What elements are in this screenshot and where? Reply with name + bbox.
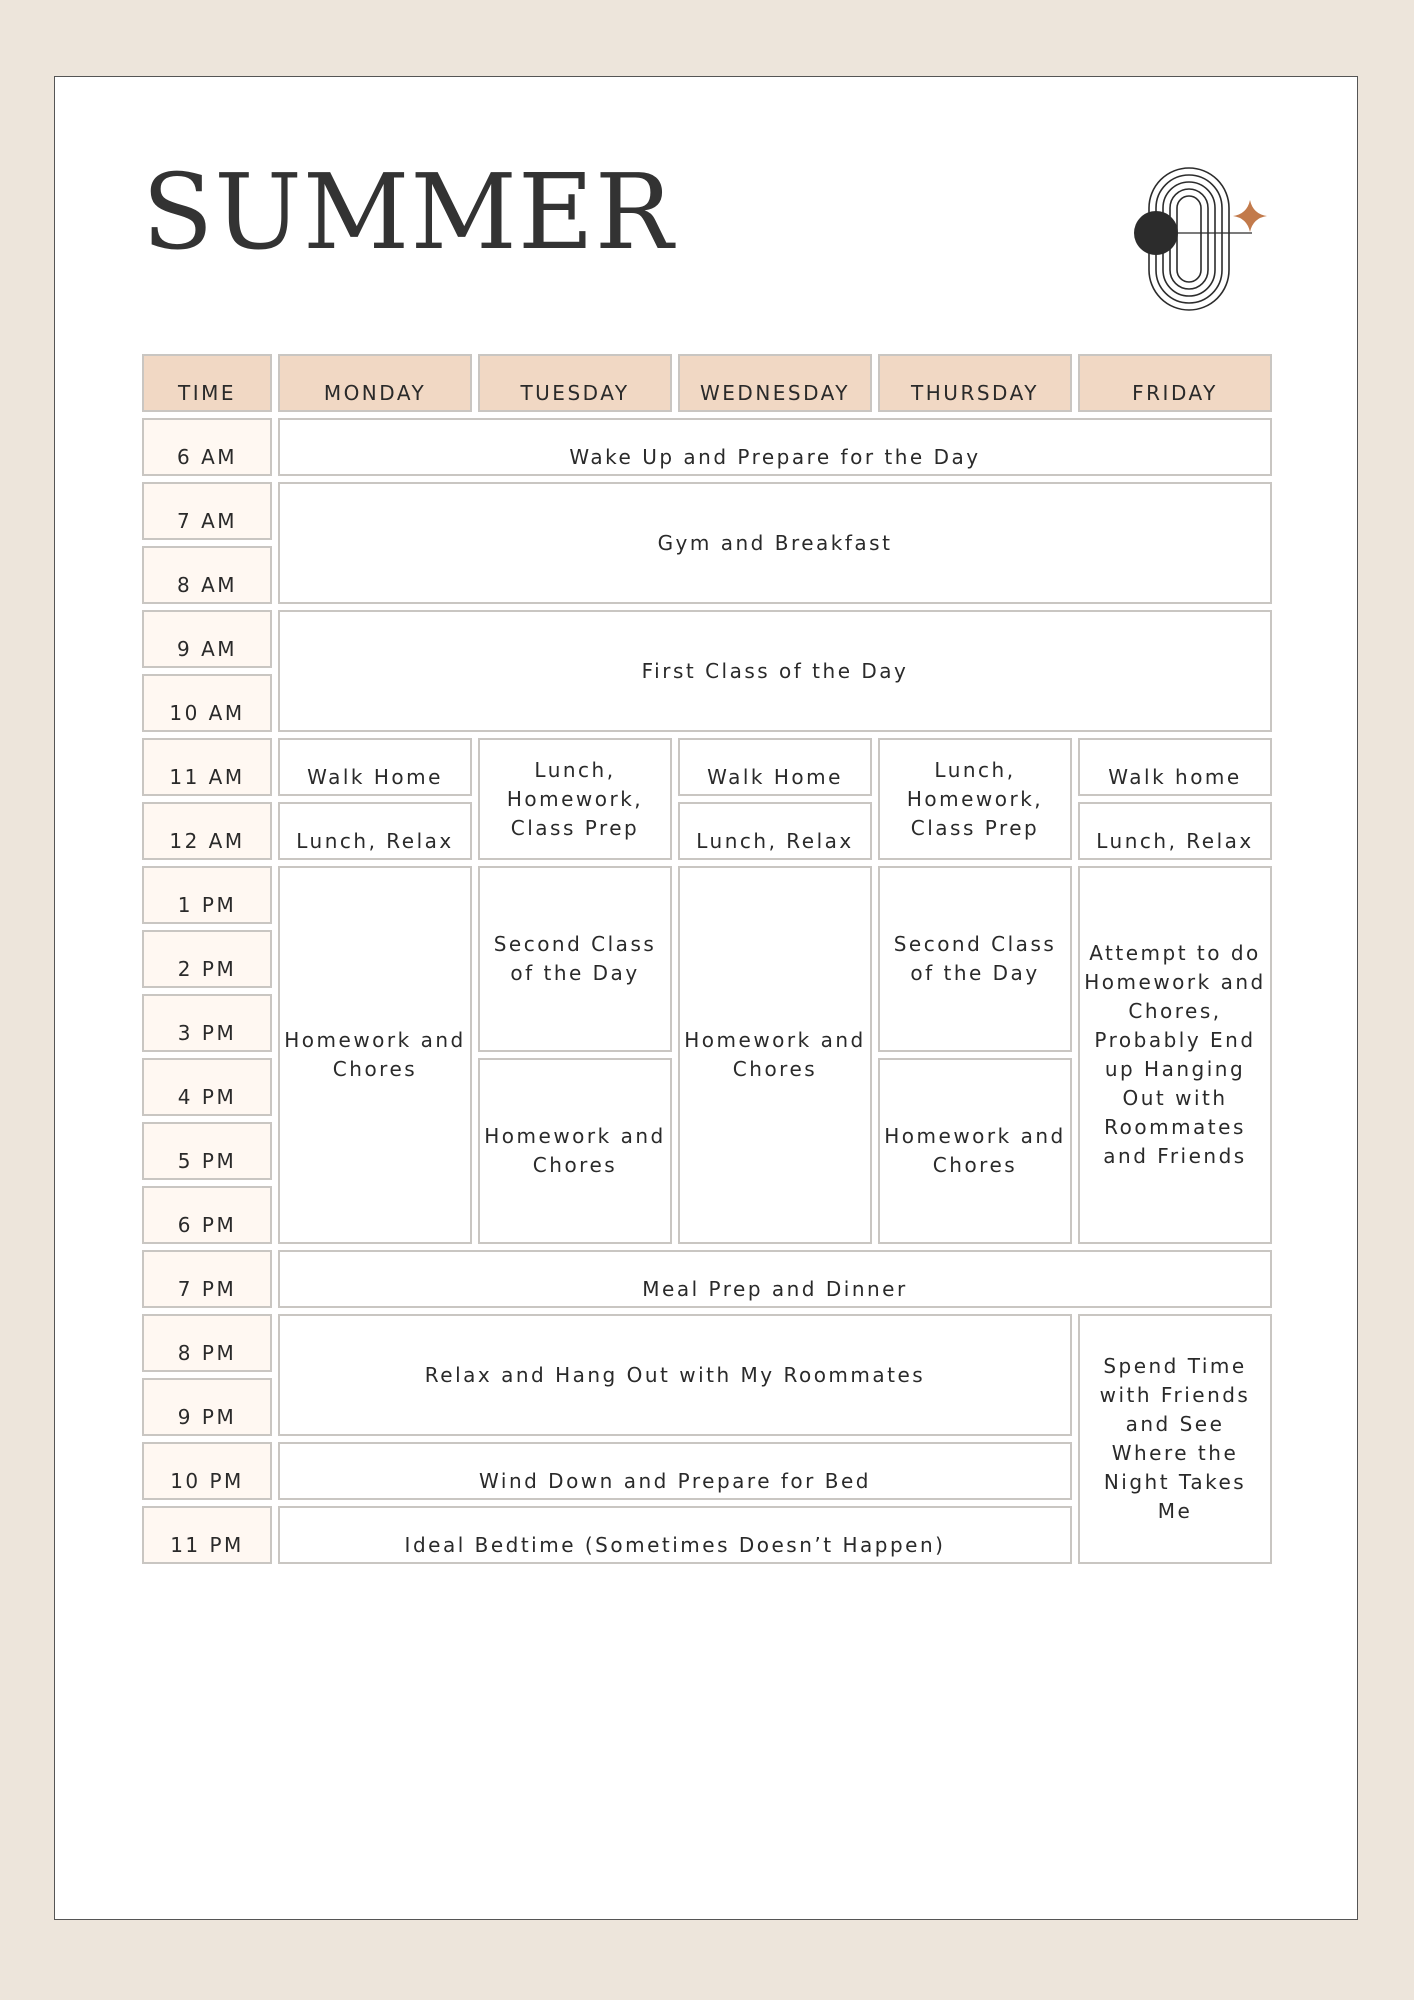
event-thursday-homework: Homework and Chores [878, 1058, 1072, 1244]
time-slot: 4 PM [142, 1058, 272, 1116]
event-wake-up: Wake Up and Prepare for the Day [278, 418, 1272, 476]
page-title: SUMMER [142, 151, 675, 273]
event-monday-homework: Homework and Chores [278, 866, 472, 1244]
header-thursday: THURSDAY [878, 354, 1072, 412]
time-slot: 9 PM [142, 1378, 272, 1436]
event-gym-breakfast: Gym and Breakfast [278, 482, 1272, 604]
time-slot: 6 PM [142, 1186, 272, 1244]
event-thursday-lunch-homework: Lunch, Homework, Class Prep [878, 738, 1072, 860]
event-bedtime: Ideal Bedtime (Sometimes Doesn’t Happen) [278, 1506, 1072, 1564]
header-tuesday: TUESDAY [478, 354, 672, 412]
event-relax-roommates: Relax and Hang Out with My Roommates [278, 1314, 1072, 1436]
event-wednesday-walk-home: Walk Home [678, 738, 872, 796]
time-slot: 2 PM [142, 930, 272, 988]
event-friday-night: Spend Time with Friends and See Where the Night Takes Me [1078, 1314, 1272, 1564]
time-slot: 6 AM [142, 418, 272, 476]
time-slot: 7 AM [142, 482, 272, 540]
time-slot: 11 PM [142, 1506, 272, 1564]
event-friday-lunch: Lunch, Relax [1078, 802, 1272, 860]
event-tuesday-homework: Homework and Chores [478, 1058, 672, 1244]
time-slot: 8 AM [142, 546, 272, 604]
event-monday-walk-home: Walk Home [278, 738, 472, 796]
time-slot: 3 PM [142, 994, 272, 1052]
arch-with-dot-and-star-icon [1130, 150, 1270, 324]
time-slot: 12 AM [142, 802, 272, 860]
time-slot: 8 PM [142, 1314, 272, 1372]
event-tuesday-second-class: Second Class of the Day [478, 866, 672, 1052]
time-slot: 7 PM [142, 1250, 272, 1308]
header-wednesday: WEDNESDAY [678, 354, 872, 412]
event-wind-down: Wind Down and Prepare for Bed [278, 1442, 1072, 1500]
header-time: TIME [142, 354, 272, 412]
event-friday-afternoon: Attempt to do Homework and Chores, Probably End up Hanging Out with Roommates and Friends [1078, 866, 1272, 1244]
time-slot: 10 AM [142, 674, 272, 732]
event-thursday-second-class: Second Class of the Day [878, 866, 1072, 1052]
event-monday-lunch: Lunch, Relax [278, 802, 472, 860]
event-meal-prep-dinner: Meal Prep and Dinner [278, 1250, 1272, 1308]
event-tuesday-lunch-homework: Lunch, Homework, Class Prep [478, 738, 672, 860]
time-slot: 1 PM [142, 866, 272, 924]
time-slot: 10 PM [142, 1442, 272, 1500]
header-friday: FRIDAY [1078, 354, 1272, 412]
header-monday: MONDAY [278, 354, 472, 412]
time-slot: 9 AM [142, 610, 272, 668]
event-wednesday-homework: Homework and Chores [678, 866, 872, 1244]
time-slot: 11 AM [142, 738, 272, 796]
event-friday-walk-home: Walk home [1078, 738, 1272, 796]
event-first-class: First Class of the Day [278, 610, 1272, 732]
event-wednesday-lunch: Lunch, Relax [678, 802, 872, 860]
weekly-schedule-grid [142, 354, 1272, 1564]
time-slot: 5 PM [142, 1122, 272, 1180]
